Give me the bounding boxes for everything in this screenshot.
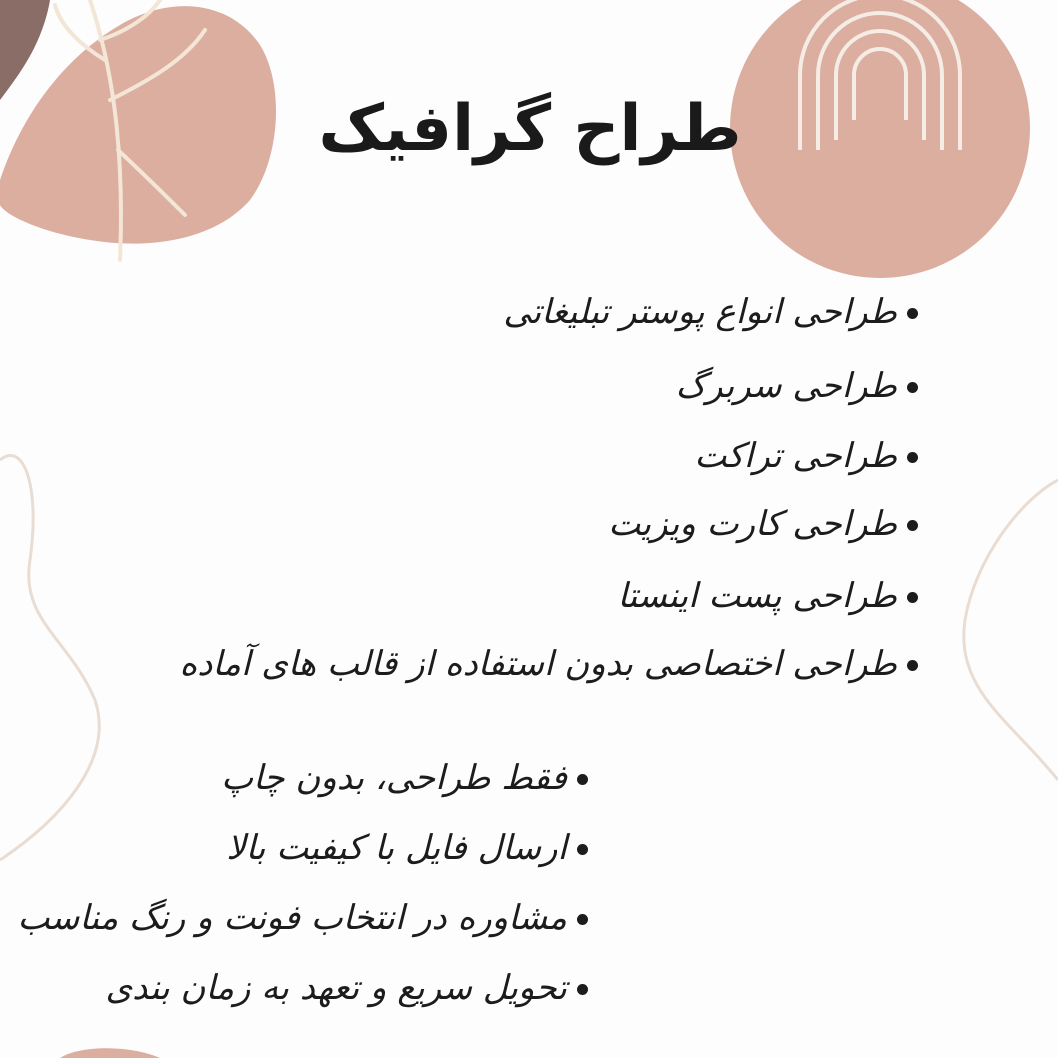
bullet-icon — [577, 844, 588, 855]
right-wavy-line — [964, 480, 1058, 780]
feature-label: تحویل سریع و تعهد به زمان بندی — [105, 968, 567, 1008]
bullet-icon — [577, 914, 588, 925]
bullet-icon — [907, 452, 918, 463]
service-label: طراحی سربرگ — [675, 366, 897, 406]
bullet-icon — [907, 382, 918, 393]
list-item — [106, 966, 588, 1010]
list-item — [608, 502, 918, 546]
service-label: طراحی انواع پوستر تبلیغاتی — [503, 292, 897, 332]
service-label: طراحی پست اینستا — [617, 576, 897, 616]
list-item — [617, 574, 918, 618]
bullet-icon — [907, 660, 918, 671]
feature-label: ارسال فایل با کیفیت بالا — [226, 828, 567, 868]
list-item — [226, 826, 588, 870]
page-title: طراح گرافیک — [318, 92, 742, 166]
bullet-icon — [907, 520, 918, 531]
bullet-icon — [907, 592, 918, 603]
bullet-icon — [907, 308, 918, 319]
feature-label: فقط طراحی، بدون چاپ — [221, 758, 567, 798]
bullet-icon — [577, 774, 588, 785]
list-item — [694, 434, 918, 478]
list-item — [17, 896, 588, 940]
service-label: طراحی تراکت — [694, 436, 897, 476]
service-label: طراحی کارت ویزیت — [608, 504, 897, 544]
list-item — [676, 364, 918, 408]
service-label: طراحی اختصاصی بدون استفاده از قالب های آماده — [179, 644, 897, 684]
list-item — [221, 756, 588, 800]
feature-label: مشاوره در انتخاب فونت و رنگ مناسب — [17, 898, 567, 938]
bullet-icon — [577, 984, 588, 995]
